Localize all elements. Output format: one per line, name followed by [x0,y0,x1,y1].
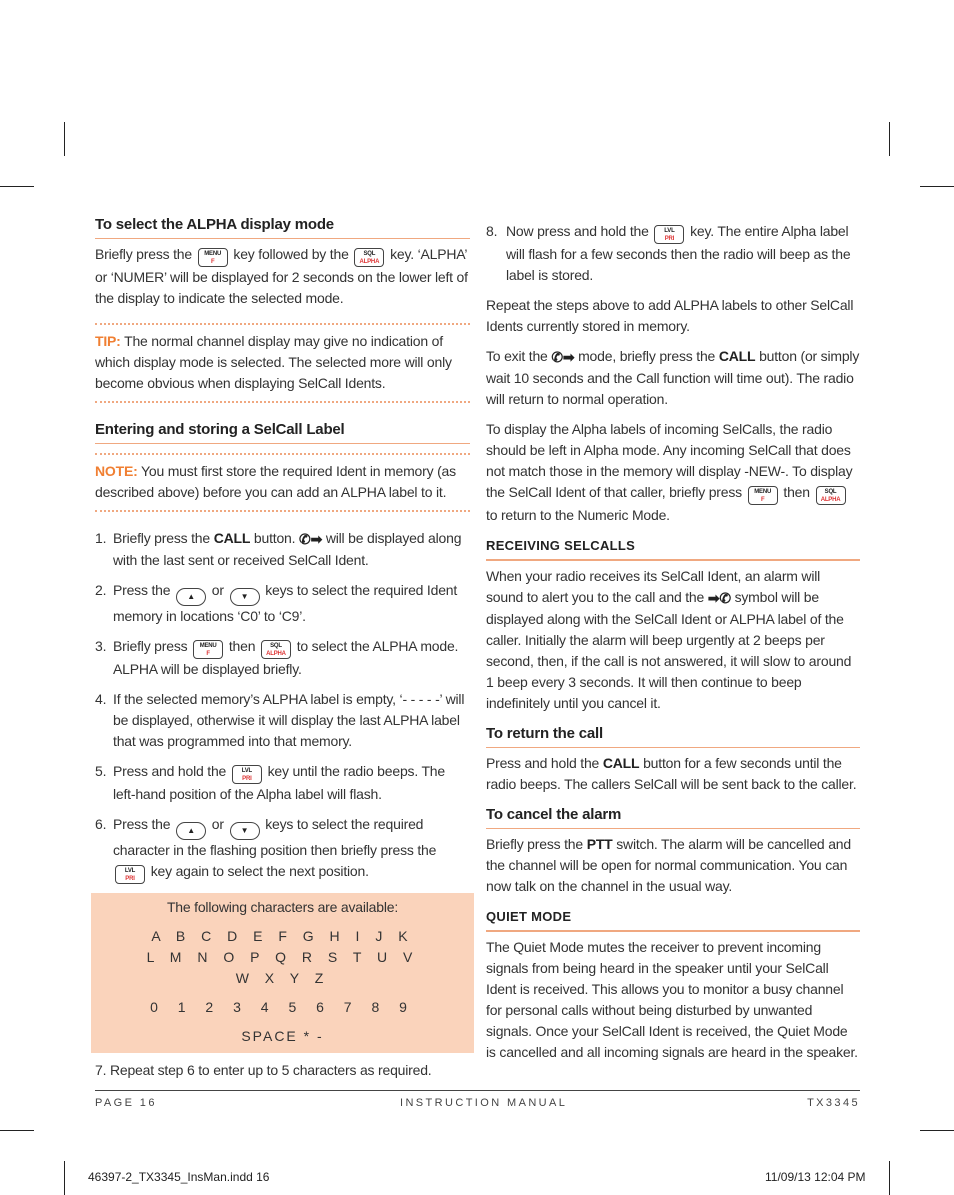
crop-mark [920,1130,954,1131]
available-characters-box [91,893,474,1053]
display-alpha-paragraph: To display the Alpha labels of incoming SelCalls, the radio should be left in Alpha mode. Any incoming SelCall that does not match those in the memory will display -NEW-. To display the SelCall Ident of that caller, briefly press MENU F then SQL ALPHA to return to the Numeric Mode. [486,421,853,523]
tip-label: TIP: [95,333,121,349]
menu-key-icon: MENU F [748,486,778,505]
up-key-icon: ▲ [176,822,206,840]
page-number: PAGE 16 [95,1097,157,1109]
crop-mark [920,186,954,187]
crop-mark [889,122,890,156]
step-4: 4. If the selected memory’s ALPHA label is empty, ‘- - - - -’ will be displayed, otherwise it will display the last ALPHA label that was programmed into that memory. [95,691,465,749]
call-icon: ✆➡ [551,349,575,365]
step-2: 2. Press the ▲ or ▼ keys to select the required Ident memory in locations ‘C0’ to ‘C9’. [95,582,458,624]
right-column [486,221,860,1072]
left-column [95,214,470,1090]
step-8: 8. Now press and hold the LVL PRI key. The entire Alpha label will flash for a few seconds then the radio will beep as the label is stored. [486,223,851,283]
step-3: 3. Briefly press MENU F then SQL ALPHA to select the ALPHA mode. ALPHA will be displayed briefly. [95,638,459,677]
repeat-paragraph: Repeat the steps above to add ALPHA labels to other SelCall Idents currently stored in memory. [486,297,854,334]
step-5: 5. Press and hold the LVL PRI key until the radio beeps. The left-hand position of the Alpha label will flash. [95,763,445,802]
sql-alpha-key-icon: SQL ALPHA [816,486,846,505]
note-text: You must first store the required Ident in memory (as described above) before you can add an ALPHA label to it. [95,463,456,500]
steps-list [95,528,470,884]
characters-row: L M N O P Q R S T U V [146,949,419,965]
up-key-icon: ▲ [176,588,206,606]
slug-filename: 46397-2_TX3345_InsMan.indd 16 [88,1170,270,1184]
alpha-mode-paragraph: Briefly press the MENU F key followed by the SQL ALPHA key. ‘ALPHA’ or ‘NUMER’ will be displayed for 2 seconds on the lower left of the display to indicate the selected mode. [95,246,468,306]
steps-list-continued [486,221,860,286]
symbols-row: SPACE * - [241,1028,324,1044]
lvl-pri-key-icon: LVL PRI [232,765,262,784]
crop-mark [64,1161,65,1195]
sql-alpha-key-icon: SQL ALPHA [354,248,384,267]
heading-alpha-mode: To select the ALPHA display mode [95,214,470,239]
lvl-pri-key-icon: LVL PRI [115,865,145,884]
cancel-alarm-paragraph: Briefly press the PTT switch. The alarm will be cancelled and the channel will be open for normal communication. You can now talk on the channel in the usual way. [486,836,851,894]
heading-entering: Entering and storing a SelCall Label [95,419,470,444]
quiet-mode-paragraph: The Quiet Mode mutes the receiver to prevent incoming signals from being heard in the speaker until your SelCall Ident is received. This allows you to monitor a busy channel for personal calls without being disturbed by unwanted signals. Once your SelCall Ident is received, the Quiet Mode is cancelled and all incoming signals are heard in the speaker. [486,939,858,1060]
heading-cancel-alarm: To cancel the alarm [486,804,860,829]
crop-mark [0,1130,34,1131]
menu-key-icon: MENU F [193,640,223,659]
crop-mark [64,122,65,156]
receiving-paragraph: When your radio receives its SelCall Ident, an alarm will sound to alert you to the call and the ➡✆ symbol will be displayed along with the SelCall Ident or ALPHA label of the caller. Initially the alarm will beep urgently at 2 beeps per second, then, if the call is not answered, it will slow to around 1 beep every 3 seconds. It will then continue to beep indefinitely until you cancel it. [486,568,852,711]
heading-receiving-selcalls: RECEIVING SELCALLS [486,535,860,561]
step-1: 1. Briefly press the CALL button. ✆➡ will be displayed along with the last sent or received SelCall Ident. [95,530,462,568]
return-call-paragraph: Press and hold the CALL button for a few seconds until the radio beeps. The callers SelCall will be sent back to the caller. [486,755,857,792]
characters-row: W X Y Z [235,970,330,986]
crop-mark [0,186,34,187]
slug-date: 11/09/13 12:04 PM [765,1170,866,1184]
characters-row: A B C D E F G H I J K [151,928,414,944]
tip-box [95,323,470,403]
incoming-call-icon: ➡✆ [707,590,731,606]
step-7: 7. Repeat step 6 to enter up to 5 characters as required. [95,1062,432,1078]
down-key-icon: ▼ [230,822,260,840]
exit-paragraph: To exit the ✆➡ mode, briefly press the CALL button (or simply wait 10 seconds and the Call function will time out). The radio will return to normal operation. [486,348,860,407]
heading-return-call: To return the call [486,723,860,748]
call-icon: ✆➡ [299,531,323,547]
page-footer [95,1090,860,1109]
lvl-pri-key-icon: LVL PRI [654,225,684,244]
footer-model: TX3345 [807,1097,860,1109]
heading-quiet-mode: QUIET MODE [486,906,860,932]
digits-row: 0 1 2 3 4 5 6 7 8 9 [150,999,415,1015]
menu-key-icon: MENU F [198,248,228,267]
down-key-icon: ▼ [230,588,260,606]
tip-text: The normal channel display may give no indication of which display mode is selected. The selected more will only become obvious when displaying SelCall Idents. [95,333,452,391]
characters-heading: The following characters are available: [166,899,399,915]
step-6: 6. Press the ▲ or ▼ keys to select the required character in the flashing position then briefly press the LVL PRI key again to select the next position. [95,816,437,882]
sql-alpha-key-icon: SQL ALPHA [261,640,291,659]
crop-mark [889,1161,890,1195]
footer-title: INSTRUCTION MANUAL [400,1097,568,1109]
note-box [95,453,470,512]
note-label: NOTE: [95,463,138,479]
